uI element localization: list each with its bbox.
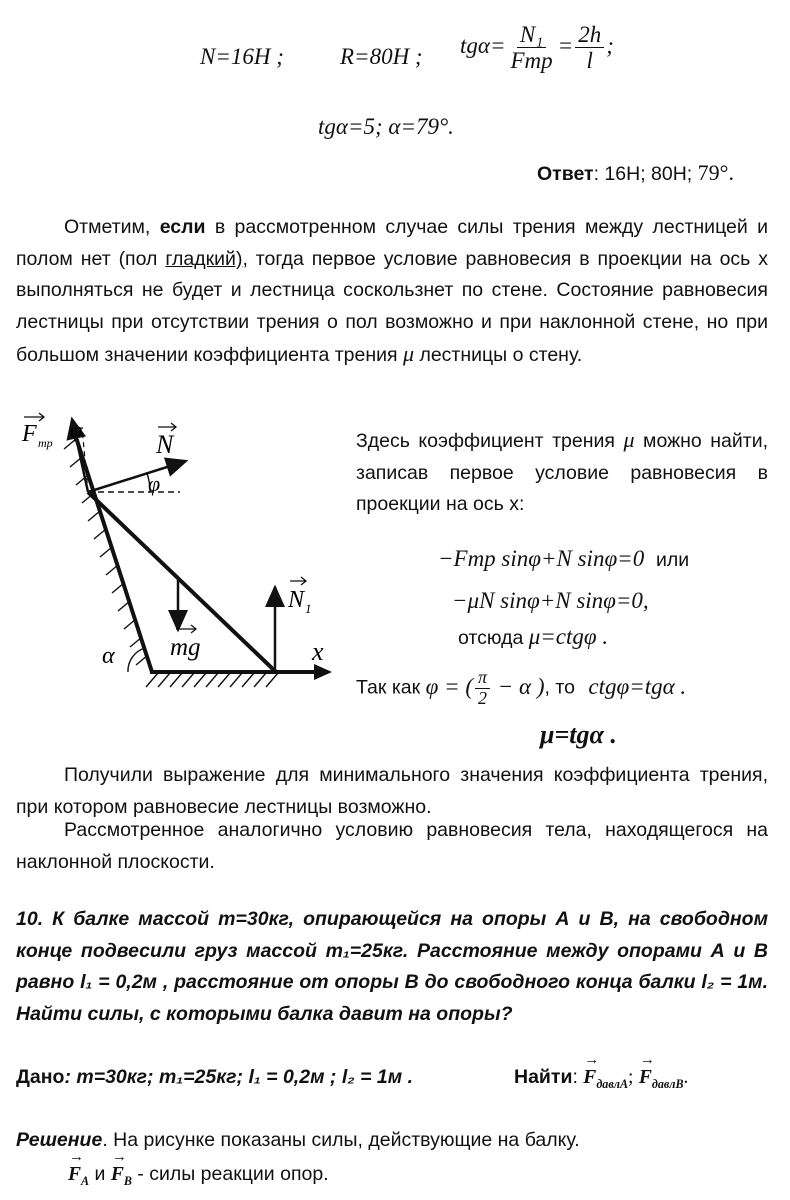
paragraph-friction-note: Отметим, если в рассмотренном случае силы трения между лестницей и полом нет (пол гладкий), тогда первое условие равновесия в проекции на ось x выполняться не будет и лестница соскользнет по стене. Состояние равновесия лестницы при отсутствии трения о пол возможно и при наклонной стене, но при большом значении коэффициента трения μ лестницы о стену.	[16, 216, 768, 366]
label-phi-mid: φ	[148, 471, 161, 496]
formula-tg-alpha: tgα= $\frac{\text{N₁}}{\text{Fтр}}$ = $\frac{2h}{l}$ ;	[460, 22, 614, 74]
paragraph-conclusion: Получили выражение для минимального значения коэффициента трения, при котором равновесие лестницы возможно.	[16, 764, 768, 818]
label-f-tr-sub: тр	[38, 436, 53, 450]
normal-force-arrow	[88, 461, 186, 492]
ladder-force-diagram	[10, 405, 350, 695]
label-n: N	[156, 430, 174, 459]
formula-r: R=80H ;	[340, 44, 423, 69]
equation-mu-ctg: отсюда μ=ctgφ .	[458, 624, 609, 649]
answer-line: Ответ: 16Н; 80Н; 79°.	[537, 160, 734, 185]
solution-line: Решение. На рисунке показаны силы, действующие на балку.	[16, 1129, 580, 1151]
label-f-tr: F	[22, 421, 37, 447]
label-alpha: α	[102, 643, 115, 669]
label-mg: mg	[170, 634, 201, 661]
find-line: Найти: → $F_{давлA}$; → $F_{давлB}$.	[514, 1066, 688, 1092]
solution-reactions: → $F_A$ $и \to F_B$ - силы реакции опор.	[68, 1163, 329, 1189]
label-phi-top: φ	[70, 417, 83, 442]
equation-mu-balance: −μN sinφ+N sinφ=0,	[452, 588, 649, 613]
formula-tg-result: tgα=5; α=79°.	[318, 114, 454, 139]
label-n1-sub: 1	[305, 601, 312, 616]
inclined-wall	[72, 425, 152, 672]
floor-hatching	[146, 673, 278, 687]
side-explanation: Здесь коэффициент трения μ можно найти, записав первое условие равновесия в проекции на ось x:	[356, 427, 769, 515]
label-x: x	[312, 637, 324, 666]
equation-mu-result: μ=tgα .	[540, 720, 617, 749]
equation-phi-relation: Так как φ = ( $\frac{\pi}{2}$ − α ), то ctgφ=tgα .	[356, 667, 687, 708]
formula-n: N=16H ;	[200, 44, 284, 69]
paragraph-analogy: Рассмотренное аналогично условию равновесия тела, находящегося на наклонной плоскости.	[16, 819, 768, 873]
equation-friction-balance: −Fтр sinφ+N sinφ=0 или	[438, 546, 690, 571]
wall-hatching	[64, 439, 148, 665]
problem-10-statement: 10. К балке массой m=30кг, опирающейся на опоры А и В, на свободном конце подвесили груз массой m₁=25кг. Расстояние между опорами А и В равно l₁ = 0,2м , расстояние от опоры В до свободного конца балки l₂ = 1м. Найти силы, с которыми балка давит на опоры?	[16, 908, 768, 1025]
label-n1: N	[288, 587, 305, 613]
given-line: Дано: m=30кг; m₁=25кг; l₁ = 0,2м ; l₂ = 1м .	[16, 1066, 413, 1088]
